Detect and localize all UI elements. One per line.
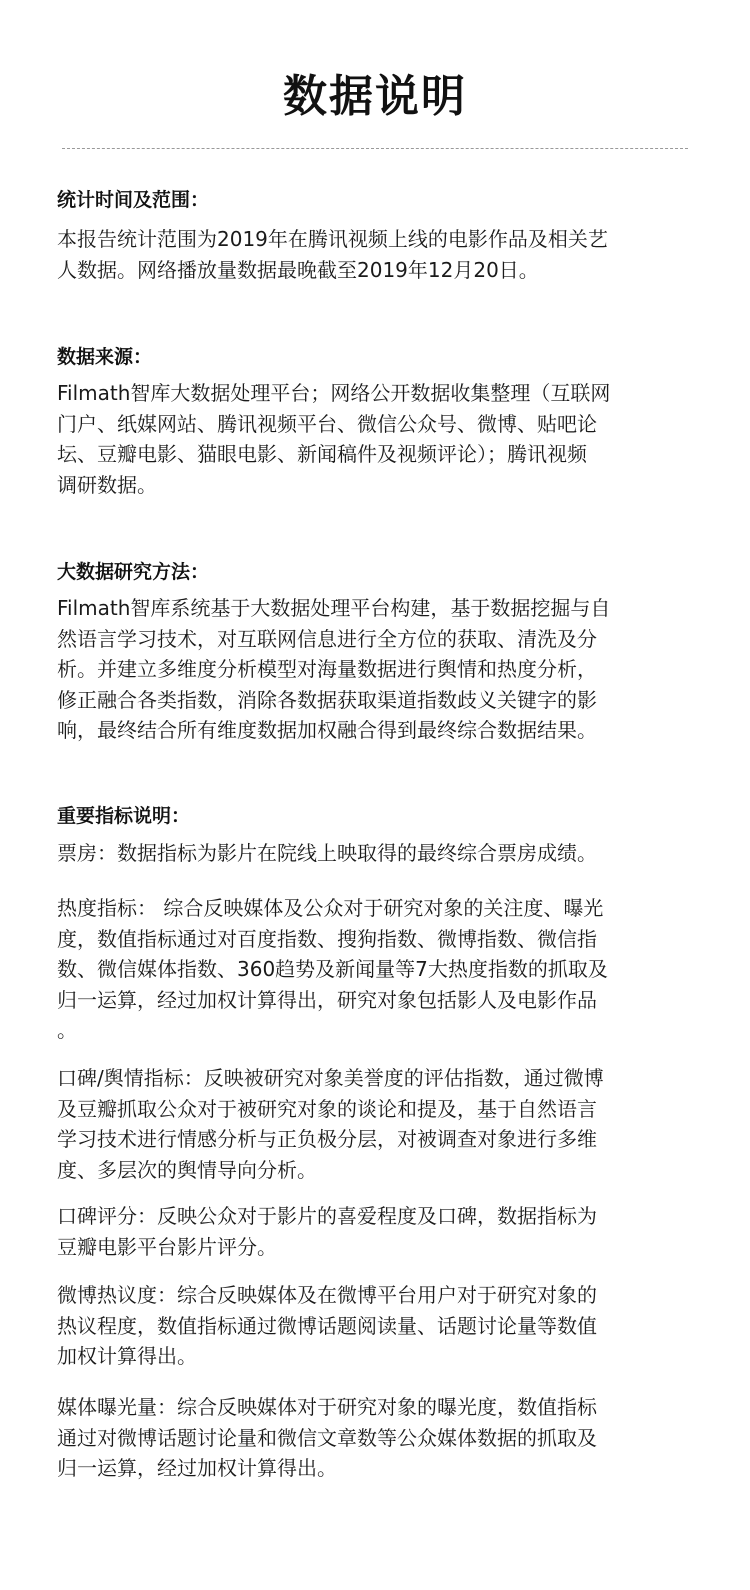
section-body-data-source bbox=[57, 378, 697, 500]
text-line: 析。并建立多维度分析模型对海量数据进行舆情和热度分析， bbox=[57, 657, 597, 681]
text-line: 票房：数据指标为影片在院线上映取得的最终综合票房成绩。 bbox=[57, 841, 597, 865]
indicator-rating bbox=[57, 1201, 697, 1262]
text-line: 度、多层次的舆情导向分析。 bbox=[57, 1157, 317, 1182]
text-line: Filmath智库大数据处理平台；网络公开数据收集整理（互联网 bbox=[57, 381, 611, 405]
text-line: 。 bbox=[57, 1018, 77, 1042]
text-line: 然语言学习技术，对互联网信息进行全方位的获取、清洗及分 bbox=[57, 626, 597, 651]
text-line: 及豆瓣抓取公众对于被研究对象的谈论和提及，基于自然语言 bbox=[57, 1096, 597, 1121]
text-line: 热议程度，数值指标通过微博话题阅读量、话题讨论量等数值 bbox=[57, 1313, 597, 1338]
text-line: 通过对微博话题讨论量和微信文章数等公众媒体数据的抓取及 bbox=[57, 1425, 597, 1450]
text-line: 媒体曝光量：综合反映媒体对于研究对象的曝光度，数值指标 bbox=[57, 1395, 597, 1419]
indicator-media-exposure bbox=[57, 1392, 697, 1484]
text-line: 热度指标： 综合反映媒体及公众对于研究对象的关注度、曝光 bbox=[57, 896, 604, 920]
dashed-divider bbox=[62, 148, 688, 149]
text-line: 加权计算得出。 bbox=[57, 1344, 197, 1368]
text-line: 坛、豆瓣电影、猫眼电影、新闻稿件及视频评论）；腾讯视频 bbox=[57, 442, 587, 466]
indicator-heat bbox=[57, 893, 697, 1046]
text-line: 豆瓣电影平台影片评分。 bbox=[57, 1234, 277, 1259]
text-line: 口碑/舆情指标：反映被研究对象美誉度的评估指数，通过微博 bbox=[57, 1066, 604, 1090]
text-line: 人数据。网络播放量数据最晚截至2019年12月20日。 bbox=[57, 257, 539, 282]
text-line: 门户、纸媒网站、腾讯视频平台、微信公众号、微博、贴吧论 bbox=[57, 411, 597, 436]
text-line: 归一运算，经过加权计算得出。 bbox=[57, 1456, 337, 1480]
section-body-method bbox=[57, 593, 697, 746]
text-line: 本报告统计范围为2019年在腾讯视频上线的电影作品及相关艺 bbox=[57, 227, 608, 251]
text-line: 微博热议度：综合反映媒体及在微博平台用户对于研究对象的 bbox=[57, 1283, 597, 1307]
section-heading-key-indicators: 重要指标说明： bbox=[57, 805, 191, 827]
indicator-box-office bbox=[57, 838, 697, 869]
indicator-reputation bbox=[57, 1063, 697, 1185]
text-line: 响，最终结合所有维度数据加权融合得到最终综合数据结果。 bbox=[57, 718, 597, 742]
text-line: 修正融合各类指数，消除各数据获取渠道指数歧义关键字的影 bbox=[57, 687, 597, 712]
text-line: Filmath智库系统基于大数据处理平台构建，基于数据挖掘与自 bbox=[57, 596, 611, 620]
text-line: 归一运算，经过加权计算得出，研究对象包括影人及电影作品 bbox=[57, 987, 597, 1012]
text-line: 度，数值指标通过对百度指数、搜狗指数、微博指数、微信指 bbox=[57, 926, 597, 951]
section-heading-stat-scope: 统计时间及范围： bbox=[57, 189, 210, 211]
text-line: 学习技术进行情感分析与正负极分层，对被调查对象进行多维 bbox=[57, 1127, 597, 1151]
text-line: 数、微信媒体指数、360趋势及新闻量等7大热度指数的抓取及 bbox=[57, 957, 608, 981]
section-heading-method: 大数据研究方法： bbox=[57, 561, 210, 583]
text-line: 调研数据。 bbox=[57, 472, 157, 497]
section-heading-data-source: 数据来源： bbox=[57, 346, 153, 368]
text-line: 口碑评分：反映公众对于影片的喜爱程度及口碑，数据指标为 bbox=[57, 1204, 597, 1228]
section-body-stat-scope bbox=[57, 224, 697, 285]
indicator-weibo-discussion bbox=[57, 1280, 697, 1372]
page-title: 数据说明 bbox=[283, 71, 467, 122]
